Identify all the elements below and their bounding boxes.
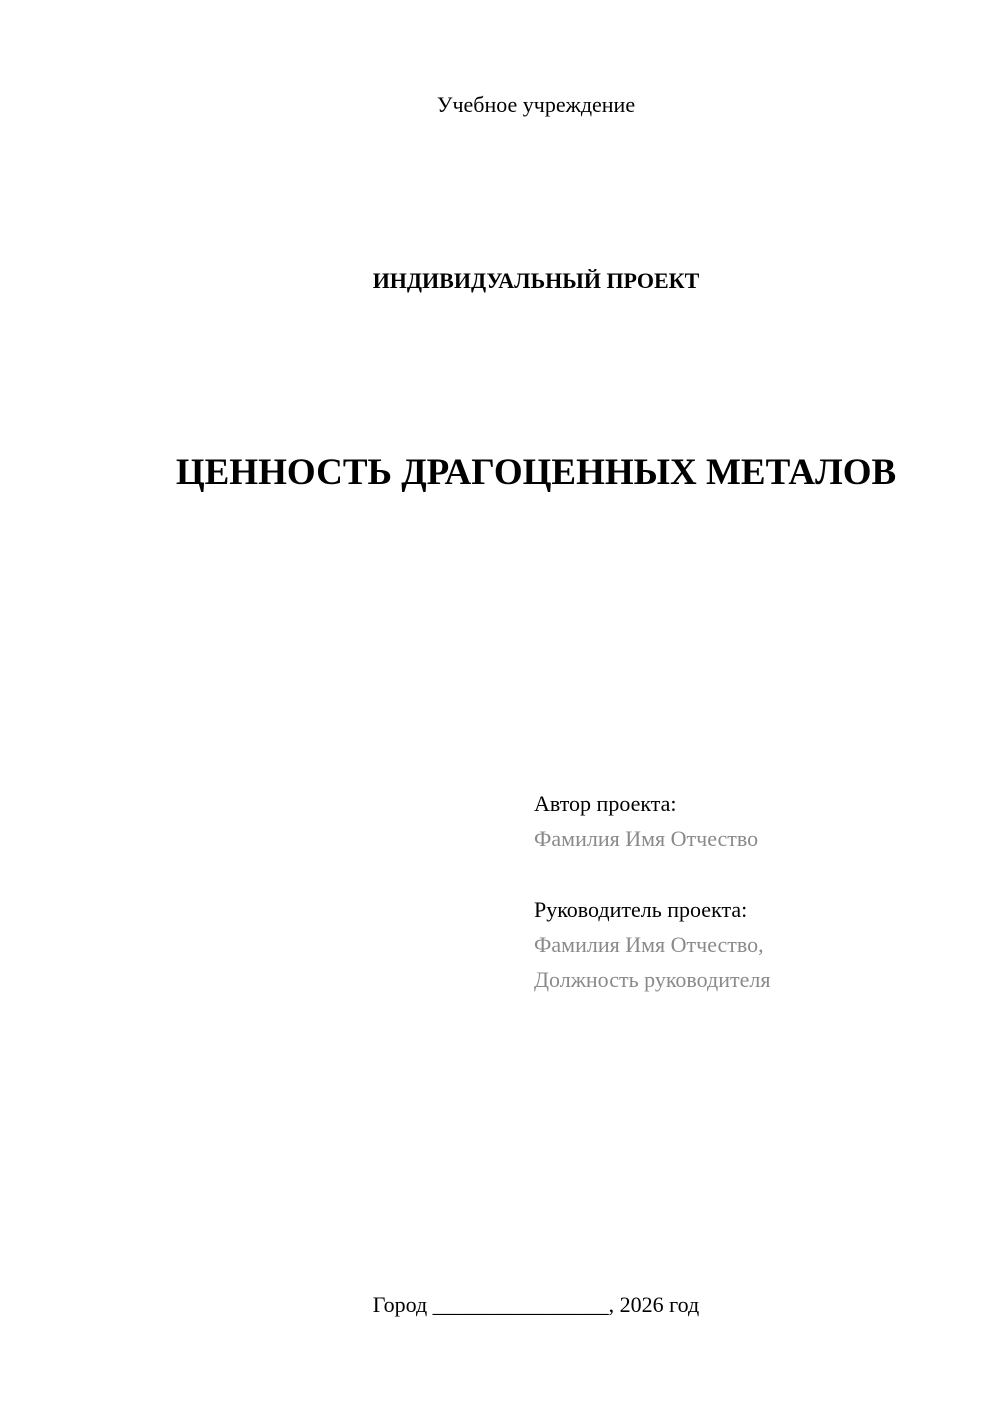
spacer bbox=[534, 856, 974, 892]
document-type: ИНДИВИДУАЛЬНЫЙ ПРОЕКТ bbox=[372, 268, 700, 293]
city-label: Город bbox=[372, 1292, 428, 1317]
supervisor-name: Фамилия Имя Отчество, bbox=[534, 932, 764, 957]
year-text: , 2026 год bbox=[608, 1292, 700, 1317]
author-label: Автор проекта: bbox=[534, 791, 677, 816]
author-name: Фамилия Имя Отчество bbox=[534, 826, 759, 851]
city-year-line bbox=[72, 1290, 1000, 1320]
supervisor-position: Должность руководителя bbox=[534, 967, 771, 992]
supervisor-label: Руководитель проекта: bbox=[534, 897, 748, 922]
document-title: ЦЕННОСТЬ ДРАГОЦЕННЫХ МЕТАЛОВ bbox=[175, 452, 897, 493]
institution-name: Учебное учреждение bbox=[436, 92, 636, 117]
city-blank: ________________ bbox=[432, 1292, 609, 1317]
credits-block bbox=[534, 786, 974, 997]
